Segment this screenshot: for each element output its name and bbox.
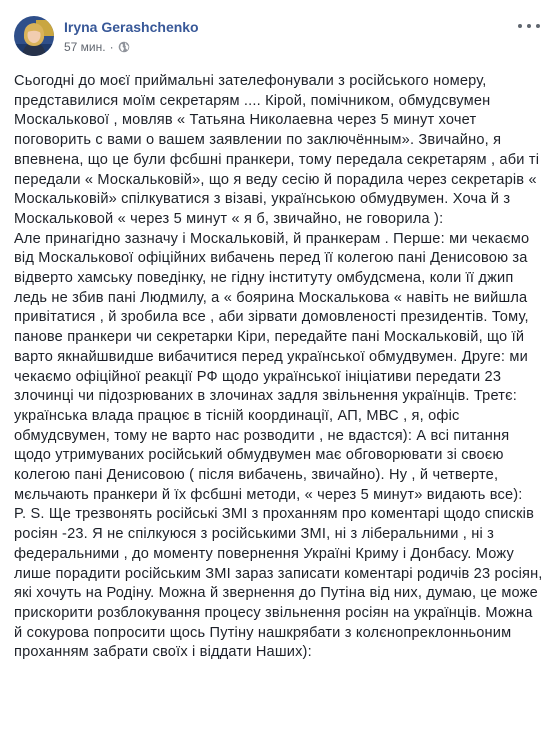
separator-dot: · bbox=[109, 39, 114, 54]
globe-icon[interactable] bbox=[118, 41, 130, 53]
post-subline bbox=[64, 39, 199, 55]
post-paragraph: Але принагідно зазначу і Москальковій, й пранкерам . Перше: ми чекаємо від Москалькової офіційних вибачень перед її колегою пані Денисовою за відверто хамську поведінку, не гідну інституту омбудсмена, коли її джип ледь не збив пані Людмилу, а « боярина Москалькова « навіть не вийшла привітатися , й зробила все , аби зірвати домовленості президентів. Тому, панове пранкери чи секретарки Кіри, передайте пані Москальковій, що їй варто якнайшвидше вибачитися перед української обмудвумен. Друге: ми чекаємо офіційної реакції РФ щодо української ініціативи передати 23 злочинці чи підозрюваних в злочинах задля звільнення українців. Третє: українська влада працює в тісній координації, АП, МВС , я, офіс обмудсвумен, тому не варто нас розводити , не вдастся): А всі питання щодо утримуваних російський обмудвумен має обговорювати зі своєю колегою пані Денисовою ( після вибачень, звичайно). Ну , й четверте, мєльчають пранкери й їх фсбшні методи, « через 5 минут» видають все): bbox=[14, 230, 530, 503]
more-dot-icon bbox=[536, 24, 540, 28]
avatar-photo bbox=[14, 16, 54, 56]
post-timestamp[interactable]: 57 мин. bbox=[64, 39, 106, 54]
post-header bbox=[14, 12, 199, 60]
post-paragraph: Сьогодні до моєї приймальні зателефонували з російського номеру, представилися моїм секретарям .... Кірой, помічником, обмудсвумен Москалькової , мовляв « Татьяна Николаевна через 5 минут хочет поговорить с вами о вашем заявлении по заключённым». Звичайно, я впевнена, що це були фсбшні пранкери, тому передала секретарям , аби ті передали « Москальковій», що я веду сесію й порадила через секретарів « Москальковій» спілкуватися з візаві, українською обмудвумен. Хоча й з Москальковой « через 5 минут « я б, звичайно, не говорила ): bbox=[14, 73, 540, 227]
post-paragraph: P. S. Ще трезвонять російські ЗМІ з проханням про коментарі щодо списків росіян -23. Я не спілкуюся з російськими ЗМІ, ні з ліберальними , ні з федеральними , до моменту повернення Україні Криму і Донбасу. Можу лише порадити російським ЗМІ зараз записати коментарі родичів 23 росіян, які хочуть на Родіну. Можна й звернення до Путіна від них, думаю, це може прискорити розблокування процесу звільнення росіян на українців. Можна й сокурова попросити щось Путіну нашкрябати з колєнопреклонньоним проханням забрати своїх і віддати Наших): bbox=[14, 506, 543, 661]
more-dot-icon bbox=[527, 24, 531, 28]
author-name[interactable]: Iryna Gerashchenko bbox=[64, 18, 199, 35]
more-options-icon[interactable] bbox=[518, 20, 540, 32]
more-dot-icon bbox=[518, 24, 522, 28]
post-body bbox=[14, 72, 544, 663]
author-avatar[interactable] bbox=[14, 16, 54, 56]
post-meta bbox=[64, 18, 199, 55]
